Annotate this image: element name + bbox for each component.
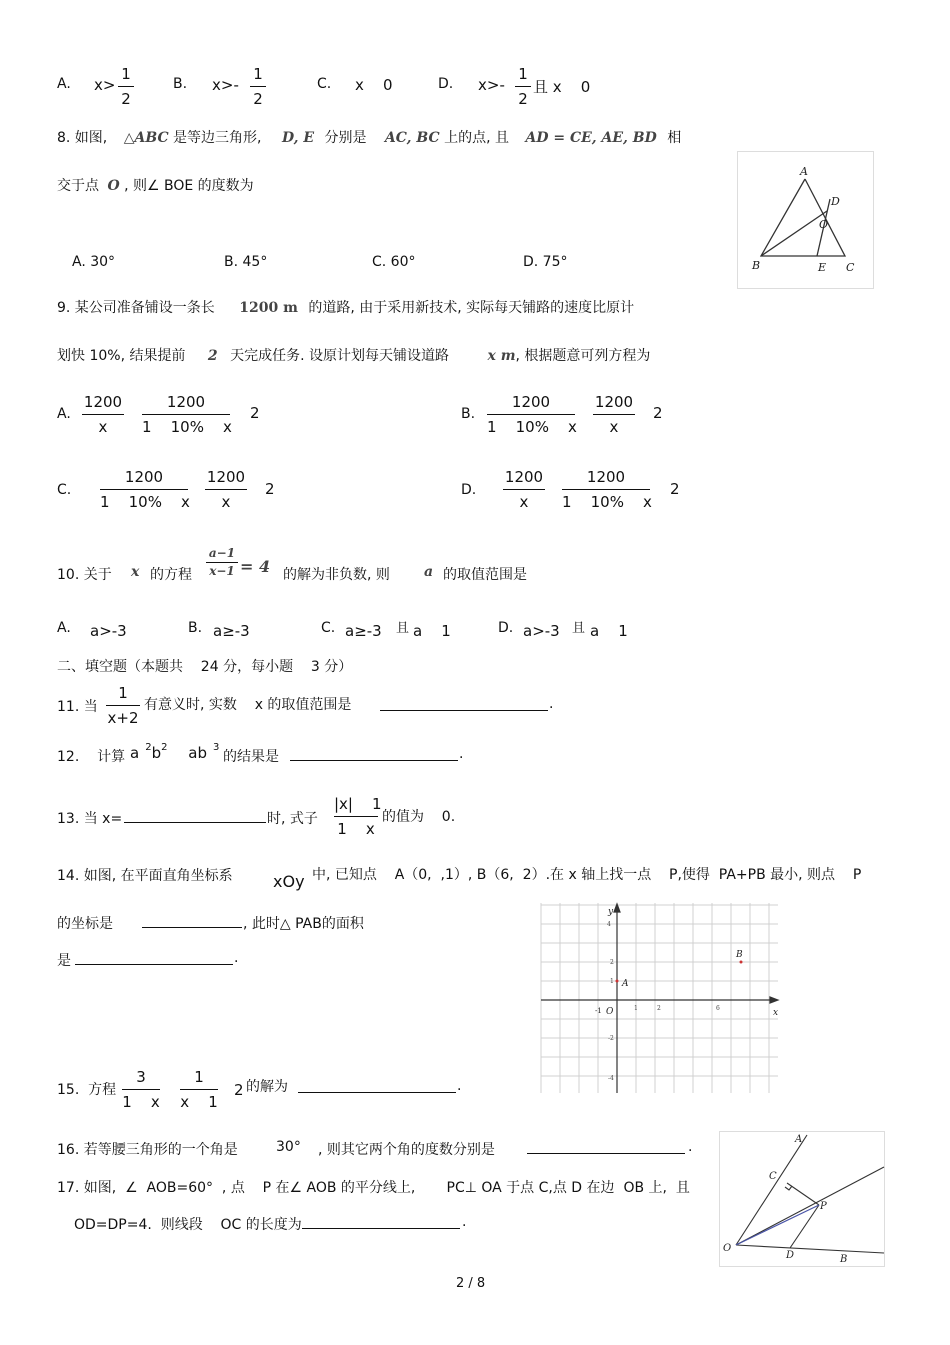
- q8-option-a: A. 30°: [72, 254, 116, 270]
- q15-fraction-1: 3 1 x: [122, 1068, 160, 1111]
- q7-option-a-fraction: 1 2: [118, 64, 134, 109]
- q13-answer-blank[interactable]: [124, 808, 266, 823]
- q15-answer-blank[interactable]: [298, 1078, 456, 1093]
- q15-prefix: 15. 方程: [57, 1082, 117, 1098]
- q14-origin-label: O: [606, 1007, 614, 1017]
- q8-line-2: 交于点 O , 则∠ BOE 的度数为: [57, 178, 254, 194]
- q17-label-c: C: [769, 1171, 777, 1182]
- q14-period: .: [234, 950, 239, 966]
- q12-text: 的结果是: [223, 749, 279, 765]
- q13-fraction: |x| 1 1 x: [334, 795, 382, 838]
- q9-b-rhs: 2: [653, 404, 663, 422]
- q17-angle-figure: [719, 1131, 885, 1267]
- q10-option-c-tail: a 1: [413, 622, 451, 640]
- q14-line-1b: 中, 已知点 A（0, ,1）, B（6, 2）.在 x 轴上找一点 P,使得 PA+PB 最小, 则点 P: [312, 867, 862, 883]
- section-2-heading: 二、填空题（本题共 24 分，每小题 3 分）: [57, 659, 353, 675]
- q9-d-frac1: 1200 x: [504, 468, 544, 511]
- q10-option-b-text: a≥-3: [213, 622, 250, 640]
- q9-b-frac1: 1200 1 10% x: [487, 393, 577, 436]
- q14-answer-blank-area[interactable]: [75, 950, 233, 965]
- q14-line-2a: 的坐标是: [57, 916, 113, 932]
- q9-c-rhs: 2: [265, 480, 275, 498]
- q10-option-a-text: a>-3: [90, 622, 127, 640]
- q10-suffix: 的取值范围是: [443, 567, 527, 583]
- q17-answer-blank[interactable]: [302, 1214, 460, 1229]
- q7-option-d-fraction: 1 2: [515, 64, 531, 109]
- q16-degree: 30°: [276, 1139, 301, 1155]
- q14-tick-x6: 6: [716, 1005, 720, 1012]
- q17-label-b: B: [840, 1254, 848, 1265]
- q14-tick-y2: 2: [610, 959, 614, 966]
- q7-option-c-label: C.: [317, 76, 332, 92]
- q8-label-e: E: [818, 261, 827, 274]
- q8-label-c: C: [846, 261, 855, 274]
- q8-line-1: 8. 如图, △ABC 是等边三角形, D, E 分别是 AC, BC 上的点, 且 AD = CE, AE, BD 相: [57, 130, 682, 146]
- q14-point-b-label: B: [736, 950, 743, 960]
- q10-option-b-label: B.: [188, 620, 203, 636]
- q14-coord-system: xOy: [273, 872, 305, 891]
- q14-tick-x2: 2: [657, 1005, 661, 1012]
- q10-option-a-label: A.: [57, 620, 71, 636]
- q10-option-c-qie: 且: [396, 621, 410, 636]
- q7-option-b-text: x>-: [212, 76, 239, 94]
- q7-option-a-text: x>: [94, 76, 116, 94]
- q17-label-o: O: [723, 1243, 732, 1254]
- q12-period: .: [459, 746, 464, 762]
- q17-label-a: A: [795, 1134, 803, 1145]
- q14-coordinate-grid-figure: [538, 902, 780, 1094]
- q14-tick-y1: 1: [610, 978, 614, 985]
- q14-line-1a: 14. 如图, 在平面直角坐标系: [57, 868, 233, 884]
- q15-text: 的解为: [246, 1079, 288, 1095]
- q8-triangle-figure: [737, 151, 874, 289]
- q11-fraction: 1 x+2: [107, 684, 139, 727]
- q10-option-d-tail: a 1: [590, 622, 628, 640]
- q10-option-c-label: C.: [321, 620, 336, 636]
- q16-text: , 则其它两个角的度数分别是: [318, 1142, 495, 1158]
- q14-tick-neg1: -1: [595, 1007, 602, 1015]
- q14-answer-blank-p[interactable]: [142, 913, 242, 928]
- q14-tick-yn4: -4: [608, 1075, 614, 1082]
- q9-a-frac1: 1200 x: [83, 393, 123, 436]
- q7-option-d-label: D.: [438, 76, 454, 92]
- q11-answer-blank[interactable]: [380, 696, 548, 711]
- q10-equation-fraction: a−1 x−1: [206, 546, 238, 579]
- q7-option-d-text: x>-: [478, 76, 505, 94]
- q7-option-a-label: A.: [57, 76, 71, 92]
- q10-prefix: 10. 关于: [57, 567, 112, 583]
- q9-a-frac2: 1200 1 10% x: [142, 393, 232, 436]
- q10-var-x: x: [131, 564, 140, 580]
- q13-mid-text: 时, 式子: [267, 811, 318, 827]
- q7-option-d-tail: 且 x 0: [533, 78, 591, 96]
- q14-tick-y4: 4: [607, 921, 611, 928]
- q17-line-2: OD=DP=4. 则线段 OC 的长度为: [74, 1217, 302, 1233]
- q8-label-d: D: [831, 195, 840, 208]
- q15-period: .: [457, 1078, 462, 1094]
- q11-text: 有意义时, 实数 x 的取值范围是: [144, 697, 352, 713]
- q12-prefix: 12. 计算: [57, 749, 126, 765]
- q9-option-a-label: A.: [57, 406, 71, 422]
- q9-option-b-label: B.: [461, 406, 476, 422]
- q9-b-frac2: 1200 x: [594, 393, 634, 436]
- q14-axis-y-label: y: [608, 907, 614, 917]
- q17-period: .: [462, 1214, 467, 1230]
- q9-c-frac1: 1200 1 10% x: [100, 468, 190, 511]
- q10-option-d-label: D.: [498, 620, 514, 636]
- q12-answer-blank[interactable]: [290, 746, 458, 761]
- q14-line-2b: , 此时△ PAB的面积: [243, 916, 364, 932]
- q8-option-b: B. 45°: [224, 254, 268, 270]
- q15-rhs: 2: [234, 1081, 244, 1099]
- q8-label-o: O: [819, 218, 829, 231]
- q8-label-a: A: [800, 165, 808, 178]
- q9-line-1: 9. 某公司准备铺设一条长 1200 m 的道路, 由于采用新技术, 实际每天铺路的速度比原计: [57, 300, 635, 316]
- q8-option-d: D. 75°: [523, 254, 568, 270]
- q14-axis-x-label: x: [773, 1008, 779, 1018]
- q9-option-c-label: C.: [57, 482, 72, 498]
- q16-period: .: [688, 1139, 693, 1155]
- q9-line-2: 划快 10%, 结果提前 2 天完成任务. 设原计划每天铺设道路 x m, 根据题意可列方程为: [57, 348, 651, 364]
- q14-tick-yn2: -2: [608, 1035, 614, 1042]
- q14-point-a-label: A: [622, 979, 629, 989]
- q9-d-frac2: 1200 1 10% x: [562, 468, 652, 511]
- q10-condition-text: 的解为非负数, 则: [283, 567, 390, 583]
- q9-a-rhs: 2: [250, 404, 260, 422]
- q10-option-d-qie: 且: [572, 621, 586, 636]
- q10-var-a: a: [424, 564, 434, 580]
- q13-prefix: 13. 当 x=: [57, 811, 123, 827]
- q13-suffix: 的值为 0.: [382, 809, 456, 825]
- q10-equation-rhs: = 4: [240, 557, 271, 576]
- q9-c-frac2: 1200 x: [206, 468, 246, 511]
- q11-period: .: [549, 696, 554, 712]
- q12-expression: a $^2b^2$ ab $^3$: [130, 742, 220, 762]
- q10-option-c-text: a≥-3: [345, 622, 382, 640]
- q9-option-d-label: D.: [461, 482, 477, 498]
- q9-d-rhs: 2: [670, 480, 680, 498]
- q14-tick-x1: 1: [634, 1005, 638, 1012]
- q10-option-d-text: a>-3: [523, 622, 560, 640]
- q16-answer-blank[interactable]: [527, 1139, 685, 1154]
- q17-label-d: D: [786, 1250, 795, 1261]
- q8-label-b: B: [752, 259, 761, 272]
- q14-line-3a: 是: [57, 953, 71, 969]
- q7-option-b-label: B.: [173, 76, 188, 92]
- q7-option-c-text: x 0: [355, 76, 393, 94]
- page-number: 2 / 8: [456, 1276, 486, 1291]
- q8-option-c: C. 60°: [372, 254, 416, 270]
- q15-fraction-2: 1 x 1: [180, 1068, 218, 1111]
- q10-equation-text: 的方程: [150, 567, 192, 583]
- q17-label-p: P: [820, 1201, 827, 1212]
- q7-option-b-fraction: 1 2: [250, 64, 266, 109]
- q16-prefix: 16. 若等腰三角形的一个角是: [57, 1142, 238, 1158]
- q17-line-1: 17. 如图, ∠ AOB=60° , 点 P 在∠ AOB 的平分线上, PC⊥ OA 于点 C,点 D 在边 OB 上, 且: [57, 1180, 690, 1196]
- q11-prefix: 11. 当: [57, 699, 98, 715]
